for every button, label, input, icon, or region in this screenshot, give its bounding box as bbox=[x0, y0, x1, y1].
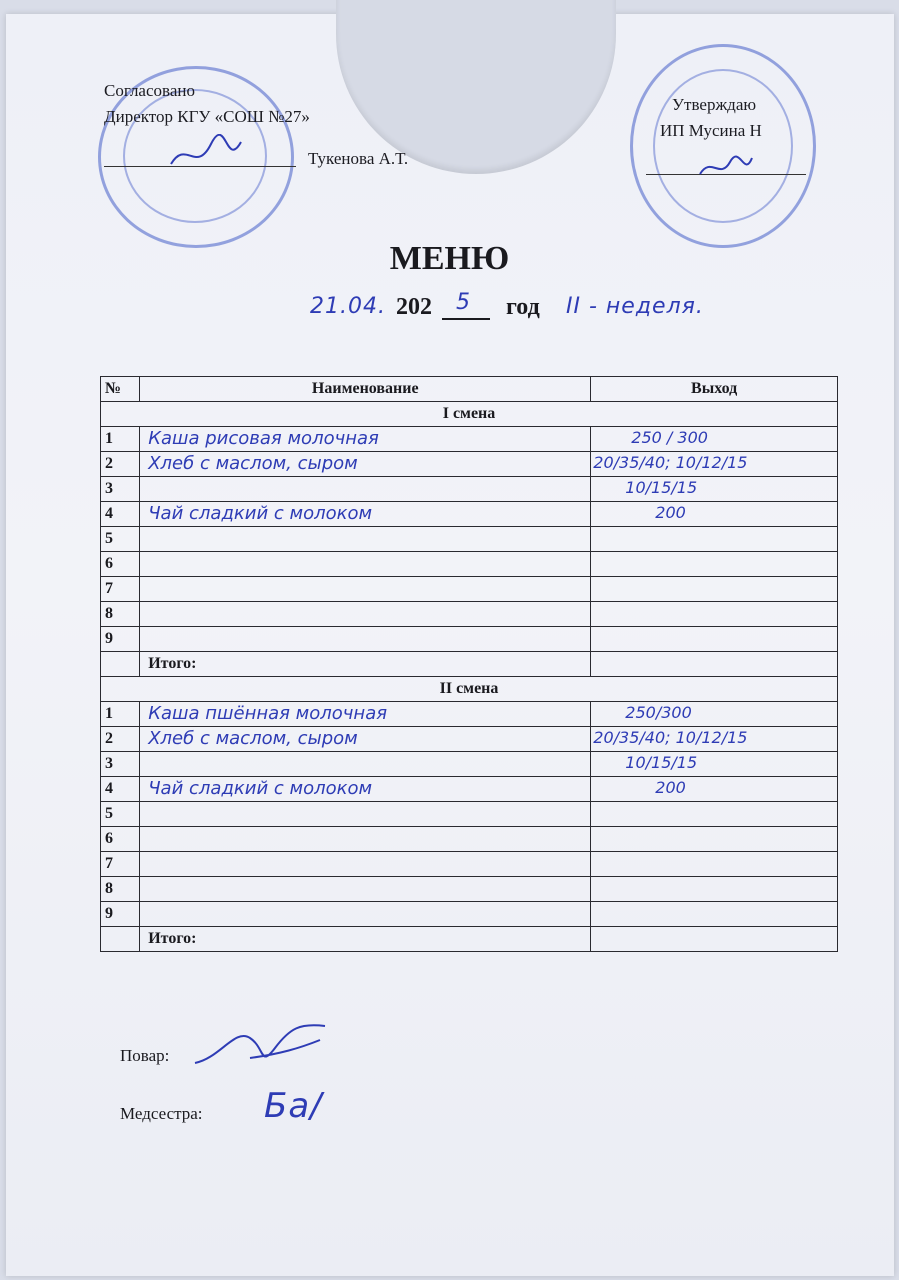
row-number: 4 bbox=[101, 777, 140, 802]
dish-name: Хлеб с маслом, сыром bbox=[148, 453, 358, 474]
cook-label: Повар: bbox=[120, 1046, 170, 1065]
shift1-label: I смена bbox=[101, 402, 838, 427]
date-line bbox=[300, 290, 760, 326]
dish-name: Чай сладкий с молоком bbox=[148, 778, 373, 799]
row-number: 6 bbox=[101, 827, 140, 852]
year-digit-handwritten: 5 bbox=[456, 290, 471, 315]
header-row bbox=[101, 377, 838, 402]
row-number: 7 bbox=[101, 852, 140, 877]
output-cell bbox=[591, 452, 838, 477]
dish-cell bbox=[140, 802, 591, 827]
table-row bbox=[101, 627, 838, 652]
dish-cell bbox=[140, 702, 591, 727]
year-label: год bbox=[506, 294, 540, 320]
row-number: 2 bbox=[101, 727, 140, 752]
dish-cell bbox=[140, 627, 591, 652]
shift2-total-label: Итого: bbox=[140, 927, 591, 952]
week-handwritten: II - неделя. bbox=[566, 294, 704, 319]
menu-table bbox=[100, 376, 838, 952]
dish-cell bbox=[140, 452, 591, 477]
dish-cell bbox=[140, 602, 591, 627]
table-row bbox=[101, 802, 838, 827]
output-cell bbox=[591, 802, 838, 827]
output-cell bbox=[591, 502, 838, 527]
table-row bbox=[101, 752, 838, 777]
output-cell bbox=[591, 827, 838, 852]
table-row bbox=[101, 452, 838, 477]
output-value: 20/35/40; 10/12/15 bbox=[593, 728, 748, 747]
output-value: 20/35/40; 10/12/15 bbox=[593, 453, 748, 472]
output-cell bbox=[591, 852, 838, 877]
table-row bbox=[101, 552, 838, 577]
dish-cell bbox=[140, 727, 591, 752]
table-row bbox=[101, 577, 838, 602]
output-value: 200 bbox=[655, 778, 686, 797]
year-prefix: 202 bbox=[396, 294, 432, 320]
output-cell bbox=[591, 902, 838, 927]
output-cell bbox=[591, 627, 838, 652]
row-number: 9 bbox=[101, 902, 140, 927]
approve-label: Утверждаю bbox=[672, 95, 757, 114]
dish-cell bbox=[140, 527, 591, 552]
dish-cell bbox=[140, 477, 591, 502]
output-cell bbox=[591, 877, 838, 902]
output-cell bbox=[591, 777, 838, 802]
output-cell bbox=[591, 727, 838, 752]
shift2-total-row bbox=[101, 927, 838, 952]
nurse-label: Медсестра: bbox=[120, 1104, 203, 1123]
table-row bbox=[101, 902, 838, 927]
row-number: 1 bbox=[101, 427, 140, 452]
director-label: Директор КГУ «СОШ №27» bbox=[104, 107, 310, 126]
cook-signature bbox=[190, 1018, 330, 1074]
output-cell bbox=[591, 702, 838, 727]
dish-cell bbox=[140, 877, 591, 902]
director-signature bbox=[166, 134, 246, 174]
director-name: Тукенова А.Т. bbox=[308, 149, 409, 168]
output-value: 200 bbox=[655, 503, 686, 522]
output-cell bbox=[591, 477, 838, 502]
dish-cell bbox=[140, 752, 591, 777]
approved-label: Согласовано bbox=[104, 81, 195, 100]
dish-cell bbox=[140, 577, 591, 602]
dish-name: Каша рисовая молочная bbox=[148, 428, 379, 449]
dish-cell bbox=[140, 502, 591, 527]
table-row bbox=[101, 477, 838, 502]
dish-cell bbox=[140, 852, 591, 877]
table-row bbox=[101, 427, 838, 452]
output-cell bbox=[591, 552, 838, 577]
dish-cell bbox=[140, 902, 591, 927]
row-number: 5 bbox=[101, 802, 140, 827]
shift1-total-label: Итого: bbox=[140, 652, 591, 677]
row-number: 8 bbox=[101, 602, 140, 627]
row-number: 3 bbox=[101, 477, 140, 502]
page-title: МЕНЮ bbox=[389, 240, 510, 277]
col-header-number: № bbox=[101, 377, 140, 402]
table-row bbox=[101, 877, 838, 902]
output-cell bbox=[591, 527, 838, 552]
dish-cell bbox=[140, 427, 591, 452]
row-number: 8 bbox=[101, 877, 140, 902]
table-row bbox=[101, 702, 838, 727]
total-number-cell bbox=[101, 652, 140, 677]
output-value: 250/300 bbox=[625, 703, 692, 722]
dish-cell bbox=[140, 777, 591, 802]
total-value-cell bbox=[591, 652, 838, 677]
output-value: 10/15/15 bbox=[625, 753, 698, 772]
row-number: 2 bbox=[101, 452, 140, 477]
shift1-total-row bbox=[101, 652, 838, 677]
shift2-label: II смена bbox=[101, 677, 838, 702]
nurse-signature: Ба/ bbox=[264, 1086, 323, 1126]
table-row bbox=[101, 502, 838, 527]
output-cell bbox=[591, 577, 838, 602]
output-cell bbox=[591, 602, 838, 627]
row-number: 9 bbox=[101, 627, 140, 652]
dish-name: Каша пшённая молочная bbox=[148, 703, 388, 724]
col-header-name: Наименование bbox=[140, 377, 591, 402]
table-row bbox=[101, 777, 838, 802]
output-cell bbox=[591, 427, 838, 452]
output-value: 250 / 300 bbox=[631, 428, 708, 447]
row-number: 7 bbox=[101, 577, 140, 602]
col-header-output: Выход bbox=[591, 377, 838, 402]
table-row bbox=[101, 727, 838, 752]
row-number: 1 bbox=[101, 702, 140, 727]
table-row bbox=[101, 602, 838, 627]
dish-name: Чай сладкий с молоком bbox=[148, 503, 373, 524]
approver-name: ИП Мусина Н bbox=[660, 121, 762, 140]
dish-cell bbox=[140, 552, 591, 577]
row-number: 3 bbox=[101, 752, 140, 777]
shift1-header-row bbox=[101, 402, 838, 427]
dish-cell bbox=[140, 827, 591, 852]
table-row bbox=[101, 852, 838, 877]
total-value-cell bbox=[591, 927, 838, 952]
row-number: 5 bbox=[101, 527, 140, 552]
right-round-stamp bbox=[630, 44, 816, 248]
year-blank bbox=[442, 318, 490, 320]
table-row bbox=[101, 827, 838, 852]
dish-name: Хлеб с маслом, сыром bbox=[148, 728, 358, 749]
row-number: 6 bbox=[101, 552, 140, 577]
total-number-cell bbox=[101, 927, 140, 952]
date-handwritten: 21.04. bbox=[310, 294, 386, 319]
row-number: 4 bbox=[101, 502, 140, 527]
output-cell bbox=[591, 752, 838, 777]
table-row bbox=[101, 527, 838, 552]
shift2-header-row bbox=[101, 677, 838, 702]
output-value: 10/15/15 bbox=[625, 478, 698, 497]
approver-signature bbox=[696, 152, 756, 182]
